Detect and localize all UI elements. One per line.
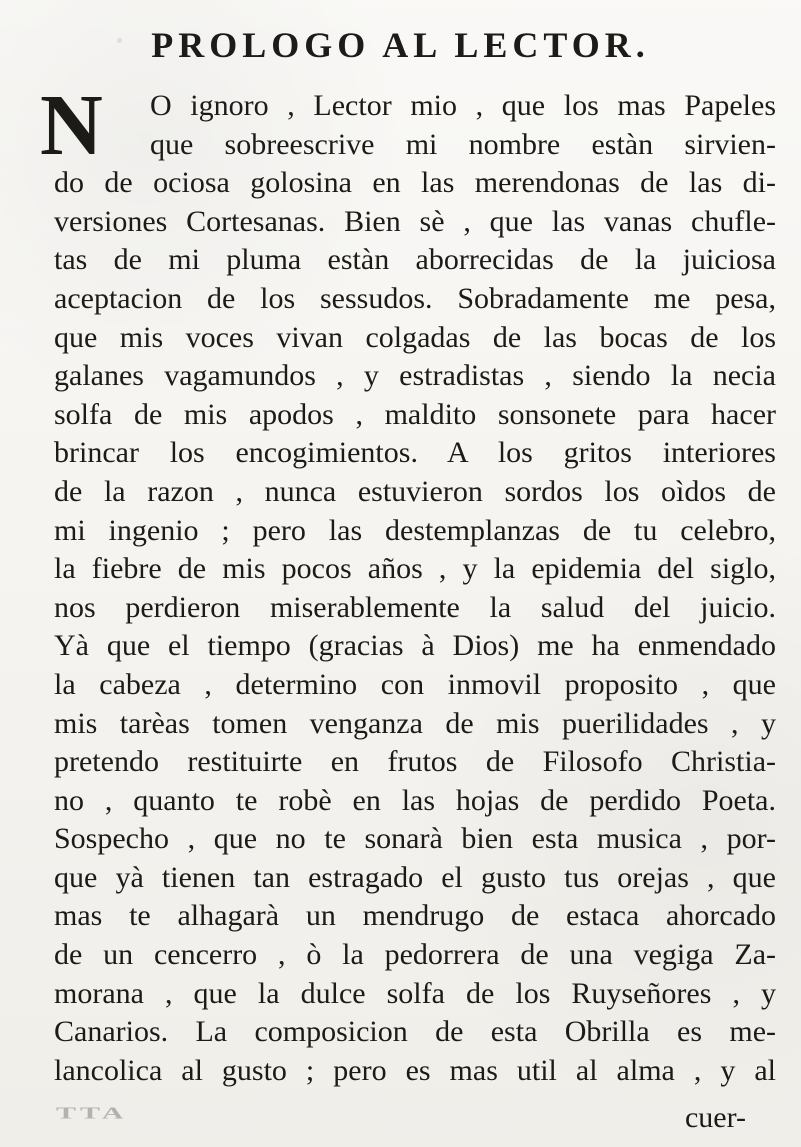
- text-line: tas de mi pluma estàn aborrecidas de la juiciosa: [54, 243, 776, 277]
- page-title: PROLOGO AL LECTOR.: [151, 25, 650, 65]
- text-line: do de ociosa golosina en las merendonas de las di-: [54, 166, 776, 200]
- text-line: mas te alhagarà un mendrugo de estaca ahorcado: [54, 899, 776, 933]
- text-line: de la razon , nunca estuvieron sordos los oìdos de: [54, 474, 776, 508]
- text-line: mi ingenio ; pero las destemplanzas de tu celebro,: [54, 513, 776, 547]
- text-line: que sobreescrive mi nombre estàn sirvien-: [150, 127, 776, 161]
- text-line: no , quanto te robè en las hojas de perdido Poeta.: [54, 783, 776, 817]
- text-line: nos perdieron miserablemente la salud del juicio.: [54, 590, 776, 624]
- text-line: la fiebre de mis pocos años , y la epidemia del siglo,: [54, 552, 776, 586]
- text-line: solfa de mis apodos , maldito sonsonete para hacer: [54, 397, 776, 431]
- text-line: brincar los encogimientos. A los gritos interiores: [54, 436, 776, 470]
- text-line: Sospecho , que no te sonarà bien esta musica , por-: [54, 822, 776, 856]
- text-line: morana , que la dulce solfa de los Ruyseñores , y: [54, 976, 776, 1010]
- text-line: que yà tienen tan estragado el gusto tus orejas , que: [54, 860, 776, 894]
- text-line: pretendo restituirte en frutos de Filosofo Christia-: [54, 745, 776, 779]
- text-line: la cabeza , determino con inmovil proposito , que: [54, 667, 776, 701]
- prologue-text: [54, 87, 776, 1090]
- text-line: que mis voces vivan colgadas de las bocas de los: [54, 320, 776, 354]
- text-line: aceptacion de los sessudos. Sobradamente me pesa,: [54, 281, 776, 315]
- text-line: versiones Cortesanas. Bien sè , que las vanas chufle-: [54, 204, 776, 238]
- catchword: cuer-: [684, 1101, 746, 1134]
- signature-mark: TTA: [56, 1104, 128, 1123]
- text-line: Canarios. La composicion de esta Obrilla es me-: [54, 1015, 776, 1049]
- text-line: galanes vagamundos , y estradistas , siendo la necia: [54, 359, 776, 393]
- text-line: de un cencerro , ò la pedorrera de una vegiga Za-: [54, 938, 776, 972]
- text-line: Yà que el tiempo (gracias à Dios) me ha enmendado: [54, 629, 776, 663]
- text-line: mis tarèas tomen venganza de mis puerilidades , y: [54, 706, 776, 740]
- drop-cap-letter: N: [40, 76, 103, 173]
- text-line: lancolica al gusto ; pero es mas util al alma , y al: [54, 1053, 776, 1087]
- text-line: O ignoro , Lector mio , que los mas Papeles: [150, 89, 776, 122]
